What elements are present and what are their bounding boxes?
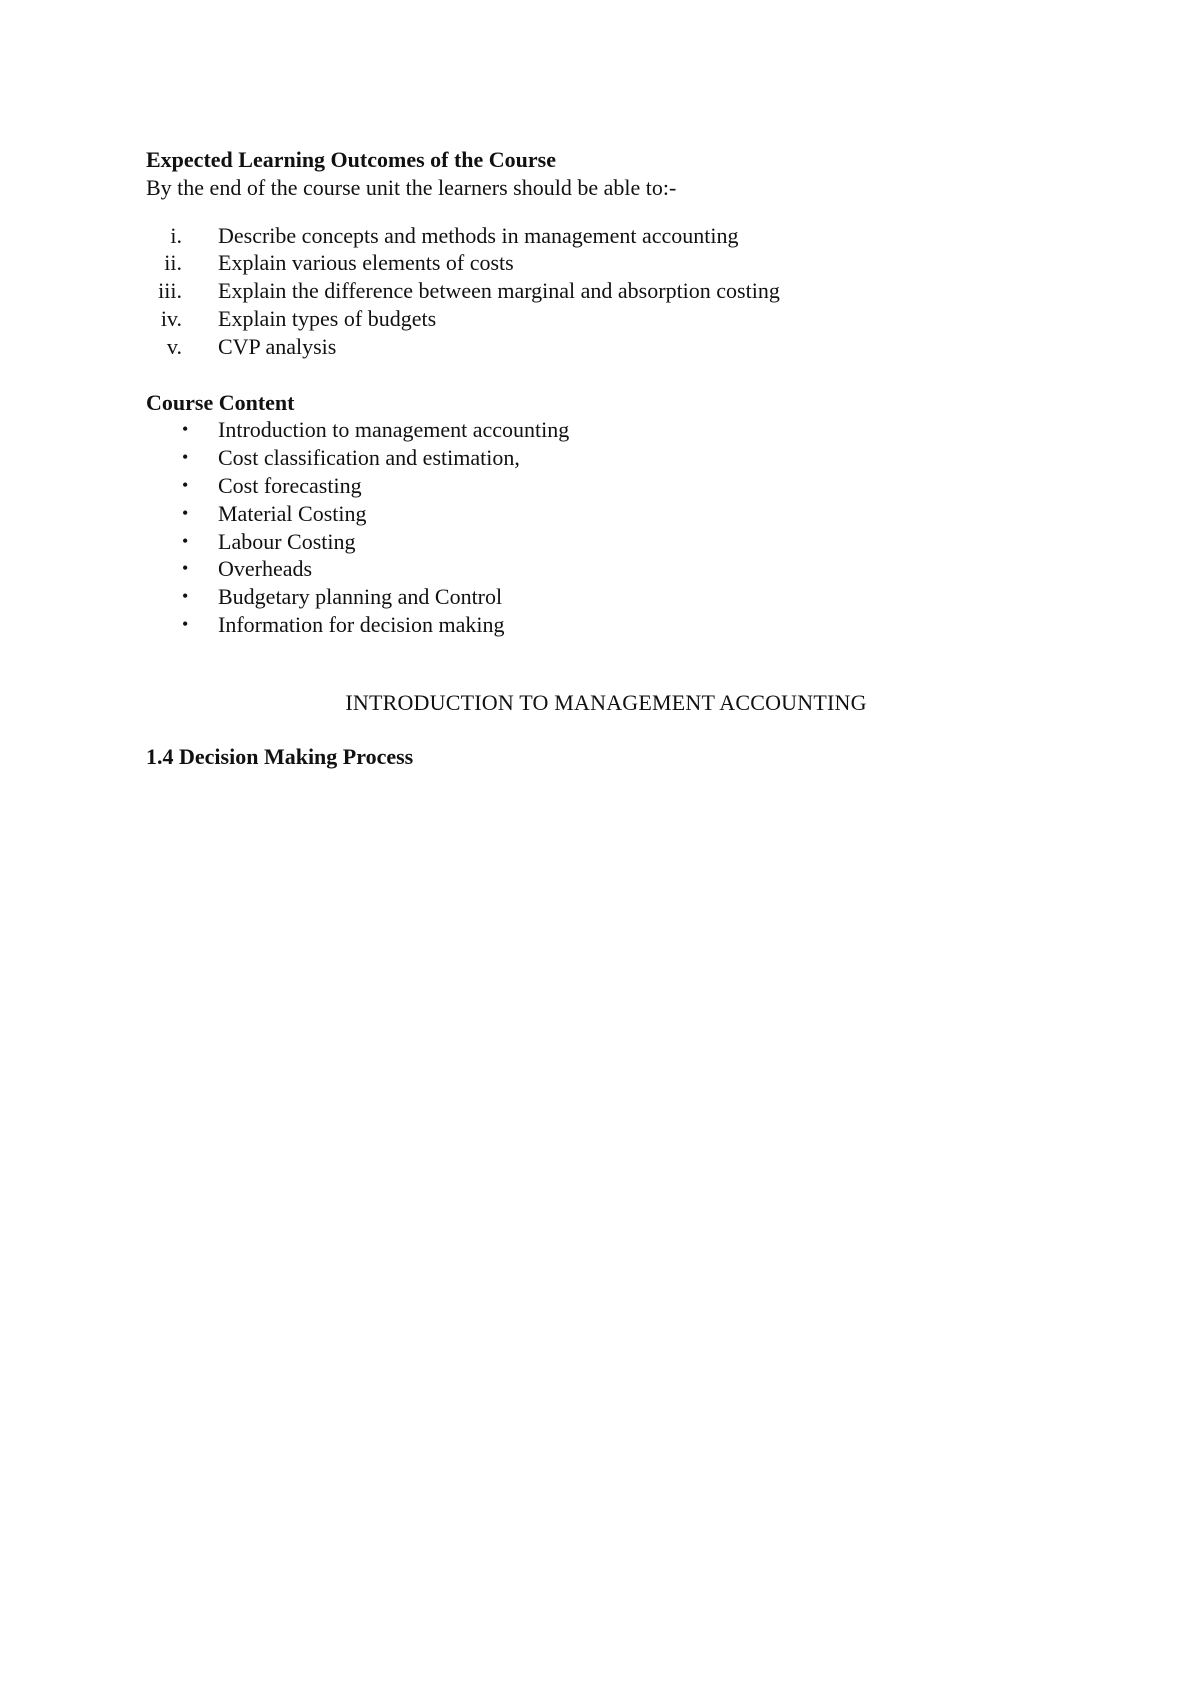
content-item-text: Labour Costing <box>218 528 356 554</box>
content-item-text: Cost forecasting <box>218 472 362 498</box>
outcome-text: Explain types of budgets <box>218 305 437 331</box>
outcome-numeral: ii. <box>164 250 182 276</box>
course-content-list <box>146 416 1066 638</box>
content-item <box>146 528 1066 556</box>
bullet-icon: • <box>182 530 189 551</box>
content-item <box>146 444 1066 472</box>
outcome-item <box>146 277 1066 305</box>
content-item <box>146 611 1066 639</box>
content-item <box>146 500 1066 528</box>
outcomes-heading: Expected Learning Outcomes of the Course <box>146 147 557 172</box>
bullet-icon: • <box>182 586 189 607</box>
content-item <box>146 416 1066 444</box>
bullet-icon: • <box>182 474 189 495</box>
content-item-text: Introduction to management accounting <box>218 417 570 443</box>
content-item <box>146 583 1066 611</box>
outcome-item <box>146 222 1066 250</box>
course-content-heading: Course Content <box>146 389 295 415</box>
content-item-text: Information for decision making <box>218 611 505 637</box>
outcome-item <box>146 305 1066 333</box>
outcomes-list <box>146 222 1066 361</box>
bullet-icon: • <box>182 558 189 579</box>
outcome-text: CVP analysis <box>218 333 337 359</box>
outcome-item <box>146 333 1066 361</box>
content-item-text: Material Costing <box>218 500 367 526</box>
content-item-text: Budgetary planning and Control <box>218 584 503 610</box>
subsection-title: 1.4 Decision Making Process <box>146 743 414 769</box>
outcome-item <box>146 249 1066 277</box>
outcome-numeral: i. <box>170 222 182 248</box>
outcomes-intro: By the end of the course unit the learners should be able to:- <box>146 174 677 200</box>
outcome-numeral: iii. <box>158 278 182 304</box>
outcome-text: Describe concepts and methods in management accounting <box>218 222 739 248</box>
section-title: INTRODUCTION TO MANAGEMENT ACCOUNTING <box>345 689 867 715</box>
bullet-icon: • <box>182 447 189 468</box>
bullet-icon: • <box>182 502 189 523</box>
content-item-text: Cost classification and estimation, <box>218 445 520 471</box>
content-item <box>146 555 1066 583</box>
outcome-numeral: iv. <box>160 305 182 331</box>
bullet-icon: • <box>182 613 189 634</box>
outcome-numeral: v. <box>166 333 182 359</box>
content-item-text: Overheads <box>218 556 313 582</box>
outcome-text: Explain various elements of costs <box>218 250 514 276</box>
outcome-text: Explain the difference between marginal and absorption costing <box>218 278 780 304</box>
bullet-icon: • <box>182 419 189 440</box>
page-content <box>146 146 1066 770</box>
content-item <box>146 472 1066 500</box>
